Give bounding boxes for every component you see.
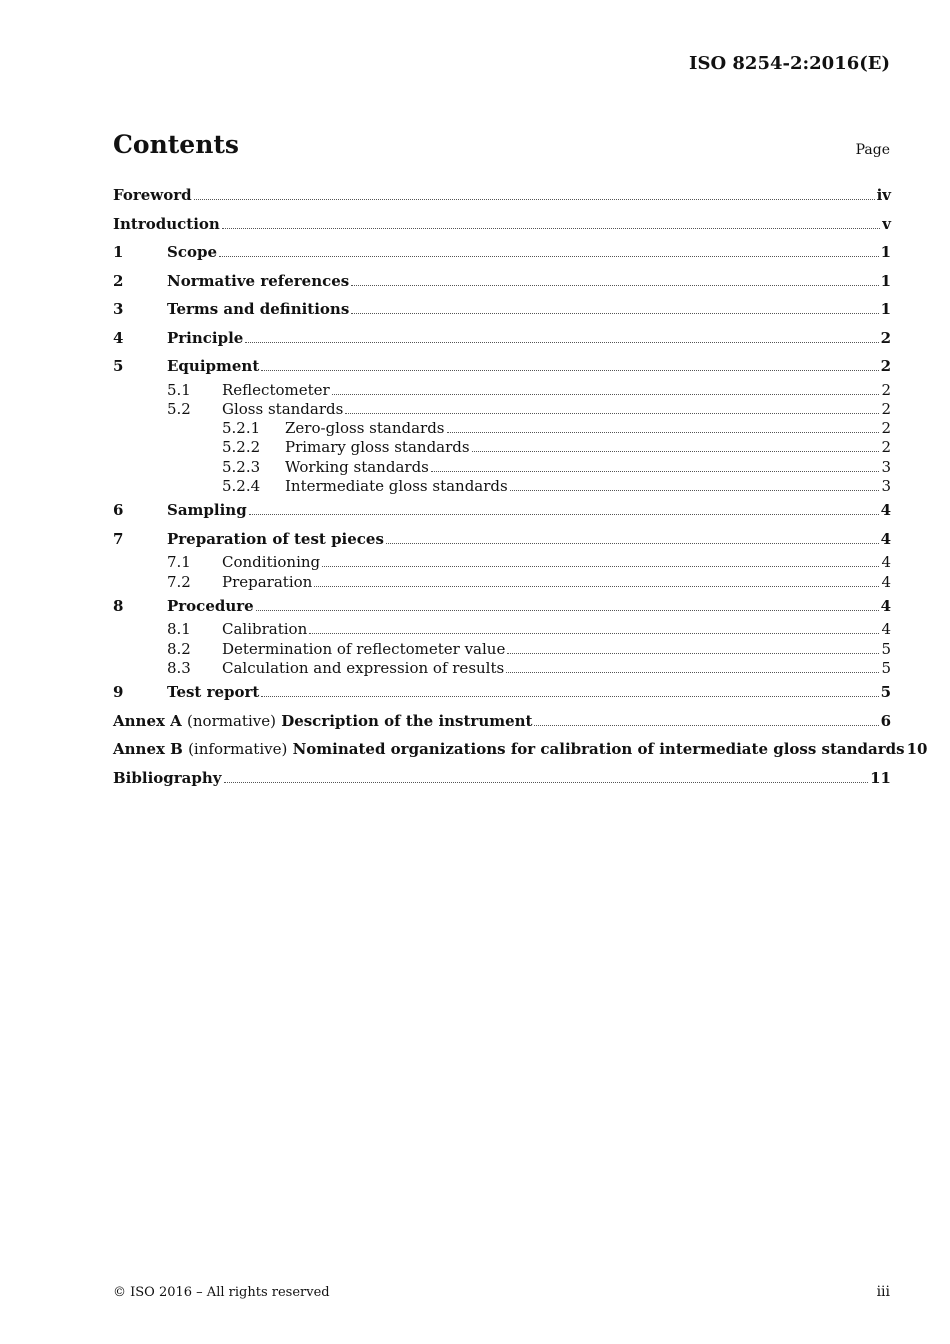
toc-entry-title: Preparation of test pieces bbox=[167, 529, 384, 548]
toc-entry-principle[interactable] bbox=[113, 324, 891, 353]
toc-entry-procedure[interactable] bbox=[113, 592, 891, 621]
table-of-contents bbox=[113, 181, 928, 792]
dot-leader bbox=[447, 432, 880, 433]
toc-entry-page: 2 bbox=[881, 438, 891, 457]
toc-entry-title: Calibration bbox=[222, 620, 308, 639]
dot-leader bbox=[309, 633, 879, 634]
toc-entry-number: 4 bbox=[113, 328, 124, 347]
dot-leader bbox=[322, 566, 879, 567]
toc-entry-page: 5 bbox=[881, 639, 891, 658]
toc-entry-number: 5 bbox=[113, 357, 124, 375]
toc-entry-page: 4 bbox=[881, 620, 891, 639]
toc-entry-title: Gloss standards bbox=[222, 399, 344, 418]
toc-entry-number: 8.3 bbox=[167, 658, 191, 677]
dot-leader bbox=[249, 514, 879, 515]
toc-entry-number: 5.2.4 bbox=[222, 476, 261, 495]
toc-entry-page: 1 bbox=[880, 271, 891, 290]
toc-entry-number: 6 bbox=[113, 501, 124, 520]
toc-entry-number: 9 bbox=[113, 683, 124, 702]
toc-entry-number: 5.2.2 bbox=[222, 438, 261, 457]
dot-leader bbox=[224, 782, 869, 783]
toc-entry-title: Principle bbox=[167, 328, 244, 347]
toc-entry-title: Procedure bbox=[167, 596, 254, 615]
toc-entry-sampling[interactable] bbox=[113, 496, 891, 525]
dot-leader bbox=[351, 285, 878, 286]
toc-entry-title: Working standards bbox=[285, 457, 429, 476]
toc-entry-title: Foreword bbox=[113, 186, 192, 204]
toc-entry-page: 1 bbox=[880, 243, 891, 261]
toc-entry-number: 5.2.3 bbox=[222, 457, 261, 476]
toc-entry-annex-b[interactable] bbox=[113, 735, 928, 764]
toc-entry-intermediate-gloss-standards[interactable] bbox=[113, 477, 891, 496]
toc-entry-title: Sampling bbox=[167, 501, 247, 520]
toc-entry-page: 2 bbox=[881, 419, 891, 438]
annex-type: (normative) bbox=[187, 711, 276, 730]
dot-leader bbox=[314, 586, 879, 587]
annex-title: Nominated organizations for calibration of intermediate gloss standards bbox=[292, 740, 905, 759]
page-column-label: Page bbox=[855, 142, 890, 158]
copyright-notice: © ISO 2016 – All rights reserved bbox=[113, 1285, 330, 1300]
toc-entry-page: 4 bbox=[881, 572, 891, 591]
toc-entry-title: Bibliography bbox=[113, 768, 222, 787]
toc-entry-number: 8.2 bbox=[167, 639, 191, 658]
toc-entry-page: v bbox=[882, 214, 891, 233]
toc-entry-page: 4 bbox=[881, 553, 891, 572]
toc-entry-title: Zero-gloss standards bbox=[285, 419, 445, 438]
toc-entry-bibliography[interactable] bbox=[113, 764, 891, 793]
toc-entry-title: Reflectometer bbox=[222, 380, 330, 399]
toc-entry-title: Terms and definitions bbox=[167, 300, 350, 318]
toc-entry-preparation-of-test-pieces[interactable] bbox=[113, 525, 891, 554]
toc-entry-working-standards[interactable] bbox=[113, 458, 891, 477]
toc-entry-title: Determination of reflectometer value bbox=[222, 639, 506, 658]
dot-leader bbox=[219, 256, 879, 257]
toc-entry-number: 7.1 bbox=[167, 553, 191, 572]
toc-entry-number: 2 bbox=[113, 271, 124, 290]
dot-leader bbox=[506, 672, 879, 673]
toc-entry-test-report[interactable] bbox=[113, 678, 891, 707]
toc-entry-preparation[interactable] bbox=[113, 573, 891, 592]
dot-leader bbox=[472, 451, 880, 452]
toc-entry-title: Primary gloss standards bbox=[285, 438, 470, 457]
toc-entry-title: Test report bbox=[167, 683, 260, 702]
toc-entry-title: Scope bbox=[167, 243, 218, 261]
toc-entry-title: Introduction bbox=[113, 214, 220, 233]
page-title: Contents bbox=[113, 130, 240, 159]
toc-entry-page: 3 bbox=[881, 457, 891, 476]
toc-entry-title: Intermediate gloss standards bbox=[285, 476, 508, 495]
toc-entry-title: Calculation and expression of results bbox=[222, 658, 505, 677]
toc-entry-number: 1 bbox=[113, 243, 124, 261]
standard-identifier: ISO 8254-2:2016(E) bbox=[689, 53, 890, 74]
toc-entry-page: 4 bbox=[880, 501, 891, 520]
dot-leader bbox=[256, 610, 879, 611]
dot-leader bbox=[194, 199, 875, 200]
toc-entry-annex-a[interactable] bbox=[113, 707, 891, 736]
toc-entry-page: 5 bbox=[881, 658, 891, 677]
toc-entry-page: 11 bbox=[870, 768, 891, 787]
toc-entry-page: 2 bbox=[881, 380, 891, 399]
toc-entry-page: iv bbox=[876, 186, 891, 204]
toc-entry-page: 2 bbox=[880, 328, 891, 347]
dot-leader bbox=[386, 543, 879, 544]
toc-entry-calculation-and-expression-of-results[interactable] bbox=[113, 659, 891, 678]
toc-entry-gloss-standards[interactable] bbox=[113, 400, 891, 419]
toc-entry-number: 7 bbox=[113, 529, 124, 548]
annex-label: Annex A bbox=[113, 711, 182, 730]
toc-entry-page: 2 bbox=[880, 357, 891, 375]
toc-entry-page: 1 bbox=[880, 300, 891, 318]
page-number: iii bbox=[876, 1284, 890, 1300]
toc-entry-equipment[interactable] bbox=[113, 352, 891, 381]
dot-leader bbox=[510, 490, 880, 491]
dot-leader bbox=[261, 696, 878, 697]
dot-leader bbox=[332, 394, 880, 395]
toc-entry-number: 5.1 bbox=[167, 380, 191, 399]
toc-entry-title bbox=[113, 735, 905, 764]
toc-entry-page: 5 bbox=[880, 683, 891, 702]
toc-entry-title: Equipment bbox=[167, 357, 260, 375]
toc-entry-conditioning[interactable] bbox=[113, 553, 891, 572]
annex-title: Description of the instrument bbox=[281, 711, 533, 730]
toc-entry-page: 4 bbox=[880, 596, 891, 615]
toc-entry-calibration[interactable] bbox=[113, 620, 891, 639]
toc-entry-number: 8 bbox=[113, 596, 124, 615]
toc-entry-number: 7.2 bbox=[167, 572, 191, 591]
annex-label: Annex B bbox=[113, 740, 183, 759]
toc-entry-foreword[interactable] bbox=[113, 181, 891, 210]
dot-leader bbox=[534, 725, 878, 726]
dot-leader bbox=[507, 653, 879, 654]
dot-leader bbox=[345, 413, 879, 414]
toc-entry-title: Normative references bbox=[167, 271, 350, 290]
toc-entry-page: 2 bbox=[881, 399, 891, 418]
toc-entry-introduction[interactable] bbox=[113, 210, 891, 239]
annex-type: (informative) bbox=[188, 740, 288, 759]
toc-entry-page: 4 bbox=[880, 529, 891, 548]
toc-entry-title bbox=[113, 707, 532, 736]
toc-entry-number: 8.1 bbox=[167, 620, 191, 639]
toc-entry-page: 3 bbox=[881, 476, 891, 495]
toc-entry-number: 3 bbox=[113, 300, 124, 318]
toc-entry-number: 5.2 bbox=[167, 399, 191, 418]
toc-entry-page: 6 bbox=[880, 711, 891, 730]
dot-leader bbox=[245, 342, 878, 343]
dot-leader bbox=[261, 370, 878, 371]
dot-leader bbox=[351, 313, 878, 314]
toc-entry-title: Conditioning bbox=[222, 553, 321, 572]
toc-entry-determination-of-reflectometer-value[interactable] bbox=[113, 640, 891, 659]
toc-entry-page: 10 bbox=[906, 740, 928, 759]
dot-leader bbox=[431, 471, 880, 472]
toc-entry-primary-gloss-standards[interactable] bbox=[113, 438, 891, 457]
toc-entry-zero-gloss-standards[interactable] bbox=[113, 419, 891, 438]
toc-entry-normative-references[interactable] bbox=[113, 267, 891, 296]
dot-leader bbox=[222, 228, 880, 229]
toc-entry-number: 5.2.1 bbox=[222, 419, 261, 438]
toc-entry-terms-and-definitions[interactable] bbox=[113, 295, 891, 324]
toc-entry-title: Preparation bbox=[222, 572, 313, 591]
toc-entry-scope[interactable] bbox=[113, 238, 891, 267]
toc-entry-reflectometer[interactable] bbox=[113, 381, 891, 400]
